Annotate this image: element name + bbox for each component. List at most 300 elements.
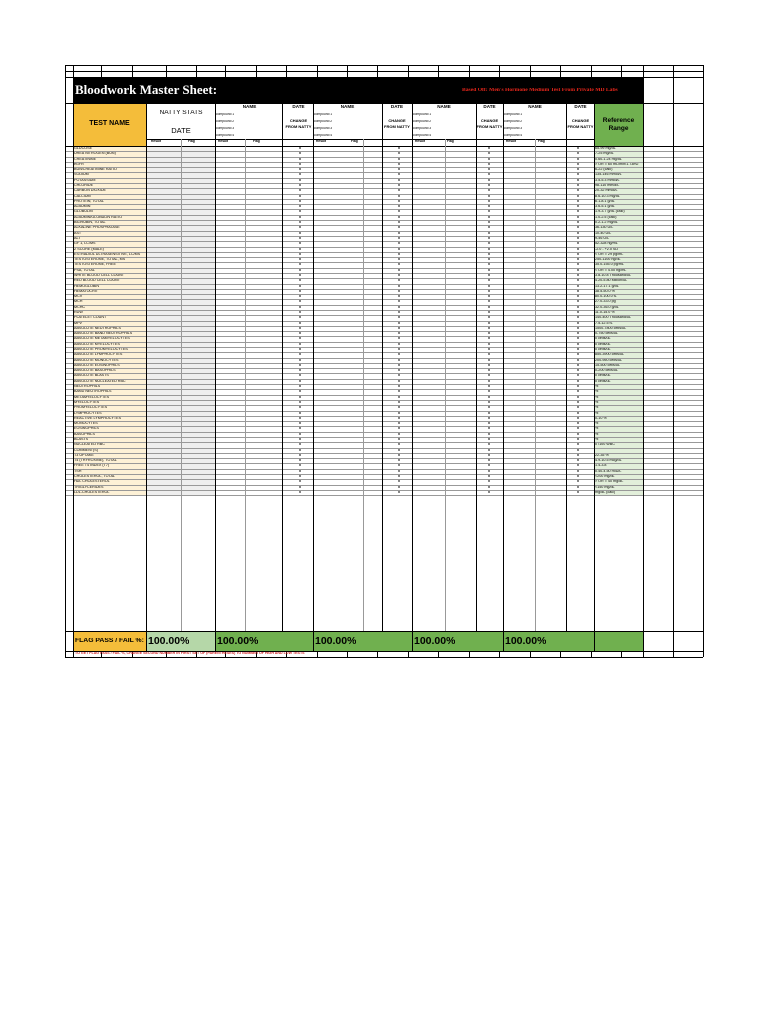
- reference-range-cell: 0 cells/uL: [595, 336, 611, 341]
- change-value-4: 0: [576, 236, 580, 240]
- grid-line: [65, 151, 703, 152]
- test-name-cell: BUN/CREATININE RATIO: [74, 167, 117, 172]
- change-value-4: 0: [576, 157, 580, 161]
- group-1-result-label: Result: [218, 140, 229, 143]
- change-value-3: 0: [487, 406, 491, 410]
- group-3-compound-4: compound 4: [413, 134, 432, 137]
- grid-line: [591, 65, 592, 77]
- grid-line: [65, 157, 703, 158]
- change-value-3: 0: [487, 258, 491, 262]
- test-name-cell: GLOBULIN: [74, 209, 93, 214]
- pass-value-4: 100.00%: [414, 636, 456, 647]
- test-name-cell: ABSOLUTE LYMPHOCYTES: [74, 352, 123, 357]
- reference-range-cell: 3.5-5.3 mmol/L: [595, 177, 620, 182]
- change-value-1: 0: [298, 268, 302, 272]
- grid-line: [65, 395, 703, 396]
- change-value-1: 0: [298, 178, 302, 182]
- grid-line: [65, 65, 66, 657]
- group-3-result-label: Result: [415, 140, 426, 143]
- change-value-3: 0: [487, 385, 491, 389]
- change-value-1: 0: [298, 321, 302, 325]
- pass-value-2: 100.00%: [217, 636, 259, 647]
- change-value-1: 0: [298, 258, 302, 262]
- test-name-cell: WHITE BLOOD CELL COUNT: [74, 272, 125, 277]
- grid-line: [65, 474, 703, 475]
- change-value-3: 0: [487, 432, 491, 436]
- change-value-2: 0: [397, 268, 401, 272]
- test-name-cell: LDL-CHOLESTEROL: [74, 489, 110, 494]
- natty-stats-label: NATTY STATS: [159, 110, 203, 116]
- reference-range-cell: 27.0-33.0 pg: [595, 299, 616, 304]
- change-value-1: 0: [298, 480, 302, 484]
- reference-range-cell: 140-400 Thousand/uL: [595, 315, 632, 320]
- reference-range-cell: 52-328 ng/mL: [595, 241, 618, 246]
- change-value-2: 0: [397, 390, 401, 394]
- change-value-4: 0: [576, 353, 580, 357]
- test-name-cell: ABSOLUTE METAMYELOCYTES: [74, 336, 130, 341]
- reference-range-cell: 9-46 U/L: [595, 235, 610, 240]
- change-value-1: 0: [298, 411, 302, 415]
- grid-line: [65, 411, 703, 412]
- change-value-4: 0: [576, 422, 580, 426]
- change-value-3: 0: [487, 310, 491, 314]
- reference-range-cell: 20-32 mmol/L: [595, 188, 618, 193]
- change-value-3: 0: [487, 147, 491, 150]
- group-name-2: NAME: [340, 105, 355, 109]
- grid-line: [535, 139, 536, 631]
- grid-line: [65, 453, 703, 454]
- group-4-compound-1: compound 1: [504, 113, 523, 116]
- change-value-4: 0: [576, 480, 580, 484]
- change-value-4: 0: [576, 379, 580, 383]
- change-value-2: 0: [397, 178, 401, 182]
- reference-range-cell: 38.5-50.0 %: [595, 288, 615, 293]
- grid-line: [65, 463, 703, 464]
- test-name-cell: ABSOLUTE EOSINOPHILS: [74, 362, 120, 367]
- grid-line: [65, 358, 703, 359]
- change-value-4: 0: [576, 152, 580, 156]
- grid-line: [65, 204, 703, 205]
- change-value-1: 0: [298, 337, 302, 341]
- change-value-3: 0: [487, 469, 491, 473]
- test-name-cell: LYMPHOCYTES: [74, 410, 102, 415]
- change-value-4: 0: [576, 400, 580, 404]
- change-value-2: 0: [397, 400, 401, 404]
- change-value-1: 0: [298, 474, 302, 478]
- change-value-2: 0: [397, 284, 401, 288]
- change-value-1: 0: [298, 173, 302, 177]
- grid-line: [65, 368, 703, 369]
- test-name-cell: ABSOLUTE NEUTROPHILS: [74, 325, 121, 330]
- change-value-4: 0: [576, 474, 580, 478]
- reference-range-cell: 7.5-12.5 fL: [595, 320, 613, 325]
- reference-range-cell: 0 cells/uL: [595, 373, 611, 378]
- reference-range-cell: < OR = 4.00 ng/mL: [595, 267, 627, 272]
- test-name-cell: CREATININE: [74, 156, 97, 161]
- reference-range-cell: 65-99 mg/dL: [595, 146, 616, 150]
- grid-line: [65, 257, 703, 258]
- reference-range-cell: 0.2-1.2 mg/dL: [595, 220, 618, 225]
- grid-line: [65, 384, 703, 385]
- grid-line: [594, 103, 595, 651]
- grid-line: [703, 65, 704, 657]
- change-value-2: 0: [397, 300, 401, 304]
- grid-line: [65, 178, 703, 179]
- change-value-4: 0: [576, 199, 580, 203]
- test-name-cell: PROMYELOCYTES: [74, 405, 108, 410]
- change-value-2: 0: [397, 157, 401, 161]
- change-value-4: 0: [576, 369, 580, 373]
- change-value-3: 0: [487, 247, 491, 251]
- change-value-2: 0: [397, 411, 401, 415]
- test-name-cell: MCH: [74, 299, 83, 304]
- reference-range-cell: 135-146 mmol/L: [595, 172, 622, 177]
- change-value-1: 0: [298, 279, 302, 283]
- grid-line: [408, 65, 409, 77]
- change-value-4: 0: [576, 300, 580, 304]
- reference-range-cell: <150 mg/dL: [595, 484, 615, 489]
- change-value-4: 0: [576, 395, 580, 399]
- change-value-1: 0: [298, 385, 302, 389]
- reference-range-cell: 0 /100 WBC: [595, 442, 615, 447]
- change-value-2: 0: [397, 273, 401, 277]
- change-value-1: 0: [298, 236, 302, 240]
- reference-range-cell: 0 cells/uL: [595, 347, 611, 352]
- change-value-3: 0: [487, 348, 491, 352]
- test-name-cell: BASOPHILS: [74, 431, 95, 436]
- test-name-cell: MPV: [74, 320, 82, 325]
- grid-line: [65, 188, 703, 189]
- change-value-2: 0: [397, 369, 401, 373]
- grid-line: [65, 262, 703, 263]
- grid-line: [132, 65, 133, 77]
- change-value-3: 0: [487, 321, 491, 325]
- reference-range-cell: %: [595, 436, 599, 441]
- reference-range-cell: 1.0-2.5 (calc): [595, 214, 617, 219]
- grid-line: [65, 236, 703, 237]
- group-4-compound-4: compound 4: [504, 134, 523, 137]
- change-value-3: 0: [487, 168, 491, 172]
- change-value-3: 0: [487, 221, 491, 225]
- change-value-4: 0: [576, 284, 580, 288]
- change-value-3: 0: [487, 411, 491, 415]
- reference-range-cell: 0-10 %: [595, 415, 607, 420]
- test-name-cell: NUCLEATED RBC: [74, 442, 105, 447]
- reference-range-cell: 8.6-10.3 mg/dL: [595, 193, 620, 198]
- test-name-cell: BAND NEUTROPHILS: [74, 389, 112, 394]
- grid-line: [65, 363, 703, 364]
- change-value-4: 0: [576, 469, 580, 473]
- test-name-cell: GF 1, LC/MS: [74, 241, 96, 246]
- reference-range-cell: 1.4-3.8: [595, 463, 607, 468]
- change-value-1: 0: [298, 215, 302, 219]
- grid-line: [65, 485, 703, 486]
- grid-line: [65, 321, 703, 322]
- change-value-1: 0: [298, 485, 302, 489]
- change-value-2: 0: [397, 168, 401, 172]
- grid-line: [65, 273, 703, 274]
- change-value-4: 0: [576, 162, 580, 166]
- reference-range-cell: 1500-7800 cells/uL: [595, 325, 627, 330]
- grid-line: [286, 65, 287, 77]
- change-value-3: 0: [487, 236, 491, 240]
- reference-range-cell: 0 cells/uL: [595, 378, 611, 383]
- change-value-1: 0: [298, 332, 302, 336]
- change-value-4: 0: [576, 348, 580, 352]
- group-2-compound-2: compound 2: [314, 120, 333, 123]
- reference-range-cell: 850-3900 cells/uL: [595, 352, 625, 357]
- change-value-3: 0: [487, 157, 491, 161]
- change-value-3: 0: [487, 390, 491, 394]
- change-value-3: 0: [487, 152, 491, 156]
- change-value-3: 0: [487, 189, 491, 193]
- change-value-3: 0: [487, 485, 491, 489]
- footer-note: TO GET FLAG PASS / FAIL %, CHANGE SECOND NUMBER IN FIRST SET OF (PARENTHESES) TO NUMBER OF HIGH AND LOW TESTS: [75, 652, 305, 655]
- grid-line: [65, 278, 703, 279]
- grid-line: [560, 65, 561, 77]
- grid-line: [65, 405, 703, 406]
- group-change-3: CHANGE FROM NATTY: [476, 118, 503, 130]
- grid-line: [65, 347, 703, 348]
- grid-line: [65, 657, 703, 658]
- change-value-4: 0: [576, 464, 580, 468]
- grid-line: [65, 194, 703, 195]
- grid-line: [166, 65, 167, 77]
- grid-line: [65, 458, 703, 459]
- change-value-3: 0: [487, 374, 491, 378]
- change-value-4: 0: [576, 268, 580, 272]
- group-4-compound-3: compound 3: [504, 127, 523, 130]
- change-value-4: 0: [576, 273, 580, 277]
- test-name-cell: METAMYELOCYTES: [74, 394, 110, 399]
- change-value-1: 0: [298, 199, 302, 203]
- grid-line: [65, 183, 703, 184]
- reference-range-cell: %: [595, 421, 599, 426]
- grid-line: [65, 437, 703, 438]
- reference-range-cell: 11.0-15.0 %: [595, 309, 615, 314]
- change-value-1: 0: [298, 242, 302, 246]
- grid-line: [65, 469, 703, 470]
- grid-line: [65, 400, 703, 401]
- change-value-2: 0: [397, 247, 401, 251]
- change-value-2: 0: [397, 459, 401, 463]
- grid-line: [621, 65, 622, 77]
- change-value-1: 0: [298, 194, 302, 198]
- change-value-3: 0: [487, 284, 491, 288]
- grid-line: [65, 172, 703, 173]
- grid-line: [65, 241, 703, 242]
- grid-line: [560, 651, 561, 657]
- change-value-3: 0: [487, 416, 491, 420]
- group-1-flag-label: Flag: [253, 140, 260, 143]
- group-name-1: NAME: [242, 105, 257, 109]
- reference-range-cell: 4.20-5.80 Million/uL: [595, 278, 628, 283]
- change-value-1: 0: [298, 284, 302, 288]
- change-value-4: 0: [576, 147, 580, 150]
- group-2-compound-4: compound 4: [314, 134, 333, 137]
- reference-range-cell: 3.6-5.1 g/dL: [595, 204, 615, 209]
- change-value-1: 0: [298, 406, 302, 410]
- change-value-3: 0: [487, 443, 491, 447]
- grid-line: [65, 495, 703, 496]
- change-value-2: 0: [397, 464, 401, 468]
- grid-line: [347, 651, 348, 657]
- grid-line: [65, 103, 703, 104]
- reference-range-cell: %: [595, 389, 599, 394]
- change-value-2: 0: [397, 305, 401, 309]
- change-value-4: 0: [576, 168, 580, 172]
- change-value-3: 0: [487, 363, 491, 367]
- change-value-4: 0: [576, 178, 580, 182]
- change-value-4: 0: [576, 194, 580, 198]
- grid-line: [65, 167, 703, 168]
- change-value-1: 0: [298, 263, 302, 267]
- change-value-2: 0: [397, 348, 401, 352]
- grid-line: [347, 65, 348, 77]
- change-value-4: 0: [576, 485, 580, 489]
- test-name-cell: FREE T4 INDEX (T7): [74, 463, 110, 468]
- reference-range-cell: 22-35 %: [595, 452, 609, 457]
- grid-line: [469, 651, 470, 657]
- grid-line: [643, 65, 644, 657]
- test-name-cell: ESTRADIOL ULTRASENSITIVE, LC/MS: [74, 251, 141, 256]
- change-value-1: 0: [298, 469, 302, 473]
- change-value-2: 0: [397, 353, 401, 357]
- test-name-cell: HEMOGLOBIN: [74, 283, 99, 288]
- grid-line: [317, 651, 318, 657]
- change-value-4: 0: [576, 247, 580, 251]
- change-value-2: 0: [397, 358, 401, 362]
- group-1-compound-2: compound 2: [216, 120, 235, 123]
- banner-text: Based Off: Men's Hormone Medium Test From Private MD Labs: [462, 88, 618, 93]
- test-name-cell: COMMENT(S): [74, 447, 98, 452]
- change-value-1: 0: [298, 390, 302, 394]
- reference-header: Reference Range: [602, 117, 635, 132]
- change-value-1: 0: [298, 432, 302, 436]
- reference-range-cell: %: [595, 426, 599, 431]
- reference-range-cell: %: [595, 405, 599, 410]
- group-1-compound-3: compound 3: [216, 127, 235, 130]
- reference-range-cell: 4.9-10.5 mcg/dL: [595, 458, 622, 463]
- group-3-compound-2: compound 2: [413, 120, 432, 123]
- grid-line: [146, 103, 147, 651]
- change-value-1: 0: [298, 289, 302, 293]
- change-value-3: 0: [487, 326, 491, 330]
- change-value-2: 0: [397, 480, 401, 484]
- change-value-3: 0: [487, 358, 491, 362]
- reference-range-cell: 3.8-10.8 Thousand/uL: [595, 272, 632, 277]
- change-value-2: 0: [397, 490, 401, 494]
- change-value-1: 0: [298, 273, 302, 277]
- grid-line: [438, 65, 439, 77]
- change-value-2: 0: [397, 337, 401, 341]
- change-value-3: 0: [487, 305, 491, 309]
- grid-line: [412, 103, 413, 651]
- grid-line: [65, 294, 703, 295]
- grid-line: [499, 65, 500, 77]
- change-value-2: 0: [397, 189, 401, 193]
- change-value-3: 0: [487, 289, 491, 293]
- change-value-2: 0: [397, 374, 401, 378]
- test-name-cell: RED BLOOD CELL COUNT: [74, 278, 120, 283]
- change-value-2: 0: [397, 326, 401, 330]
- grid-line: [215, 103, 216, 651]
- test-name-cell: ABSOLUTE MONOCYTES: [74, 357, 119, 362]
- change-value-1: 0: [298, 453, 302, 457]
- test-name-cell: CALCIUM: [74, 193, 91, 198]
- change-value-1: 0: [298, 226, 302, 230]
- change-value-1: 0: [298, 422, 302, 426]
- change-value-2: 0: [397, 443, 401, 447]
- change-value-1: 0: [298, 348, 302, 352]
- reference-range-cell: 36-130 U/L: [595, 225, 614, 230]
- grid-line: [256, 65, 257, 77]
- group-change-2: CHANGE FROM NATTY: [384, 118, 410, 130]
- grid-line: [445, 139, 446, 631]
- change-value-1: 0: [298, 205, 302, 209]
- change-value-4: 0: [576, 406, 580, 410]
- group-3-compound-1: compound 1: [413, 113, 432, 116]
- grid-line: [313, 103, 314, 651]
- natty-flag-label: Flag: [188, 140, 195, 143]
- test-name-cell: T4 (THYROXINE), TOTAL: [74, 458, 117, 463]
- grid-line: [503, 103, 504, 651]
- change-value-2: 0: [397, 432, 401, 436]
- grid-line: [65, 289, 703, 290]
- reference-range-cell: <200 mg/dL: [595, 473, 615, 478]
- group-name-4: NAME: [528, 105, 542, 109]
- grid-line: [65, 631, 703, 632]
- reference-range-cell: > OR = 40 mg/dL: [595, 479, 624, 484]
- grid-line: [65, 373, 703, 374]
- change-value-2: 0: [397, 236, 401, 240]
- change-value-1: 0: [298, 459, 302, 463]
- change-value-2: 0: [397, 252, 401, 256]
- reference-range-cell: 15-500 cells/uL: [595, 362, 621, 367]
- change-value-4: 0: [576, 453, 580, 457]
- change-value-3: 0: [487, 263, 491, 267]
- grid-line: [146, 139, 594, 140]
- change-value-3: 0: [487, 379, 491, 383]
- change-value-2: 0: [397, 205, 401, 209]
- grid-line: [65, 225, 703, 226]
- grid-line: [65, 299, 703, 300]
- change-value-2: 0: [397, 295, 401, 299]
- change-value-3: 0: [487, 459, 491, 463]
- group-3-flag-label: Flag: [447, 140, 454, 143]
- change-value-2: 0: [397, 152, 401, 156]
- test-name-cell: AST: [74, 230, 82, 235]
- grid-line: [65, 352, 703, 353]
- change-value-1: 0: [298, 162, 302, 166]
- reference-range-cell: 98-110 mmol/L: [595, 183, 620, 188]
- reference-range-cell: 80.0-100.0 fL: [595, 294, 617, 299]
- change-value-1: 0: [298, 379, 302, 383]
- change-value-3: 0: [487, 400, 491, 404]
- change-value-3: 0: [487, 464, 491, 468]
- grid-line: [65, 231, 703, 232]
- change-value-2: 0: [397, 321, 401, 325]
- group-date-2: DATE: [390, 105, 404, 109]
- change-value-4: 0: [576, 231, 580, 235]
- grid-line: [530, 65, 531, 77]
- grid-line: [65, 331, 703, 332]
- change-value-3: 0: [487, 226, 491, 230]
- reference-range-cell: 32.0-36.0 g/dL: [595, 304, 619, 309]
- group-change-1: CHANGE FROM NATTY: [285, 118, 312, 130]
- sheet-title: Bloodwork Master Sheet:: [75, 83, 218, 96]
- change-value-2: 0: [397, 231, 401, 235]
